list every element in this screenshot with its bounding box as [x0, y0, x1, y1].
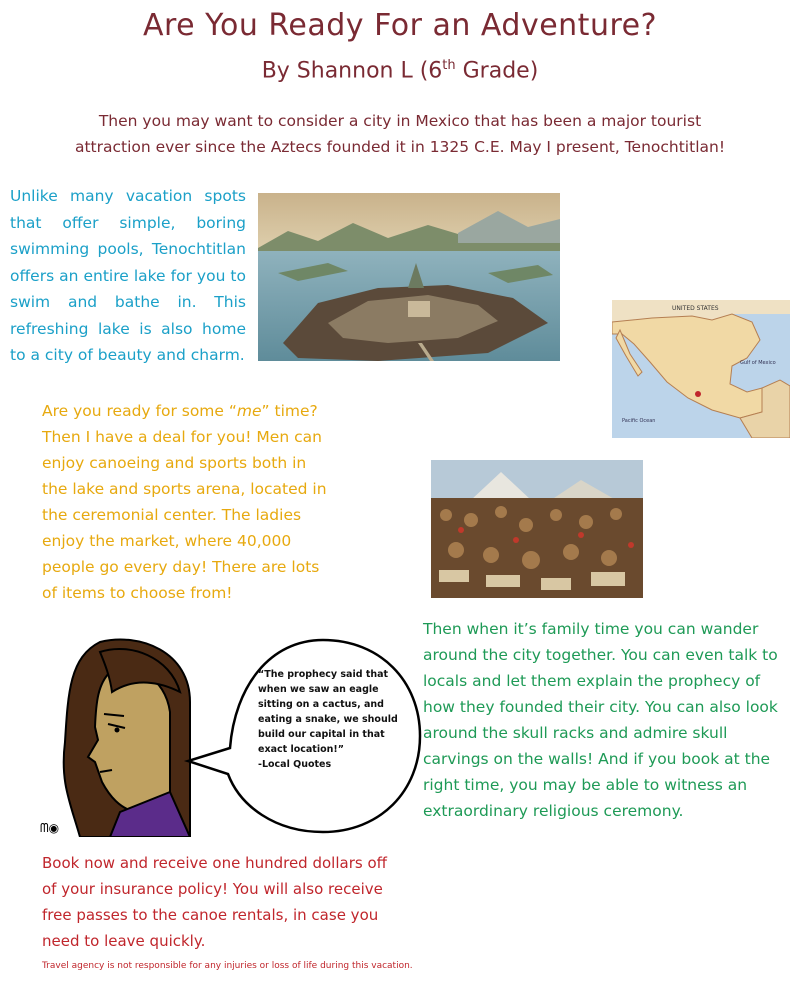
byline-suffix: Grade)	[455, 58, 539, 84]
intro-paragraph: Then you may want to consider a city in Mexico that has been a major tourist attraction ever since the Aztecs founded it in 1325 C.E. May I present, Tenochtitlan!	[74, 112, 726, 156]
byline-superscript: th	[442, 58, 456, 73]
mexico-map-image	[612, 300, 790, 438]
disclaimer: Travel agency is not responsible for any injuries or loss of life during this vacation.	[42, 961, 413, 971]
market-image	[431, 460, 643, 598]
metime-after: ” time? Then I have a deal for you! Men can enjoy canoeing and sports both in the lake and sports arena, located in the ceremonial center. The ladies enjoy the market, where 40,000 people go every day! There are lots of items to choose from!	[42, 402, 327, 602]
girl-illustration-art	[40, 632, 200, 837]
page-title: Are You Ready For an Adventure?	[142, 8, 658, 43]
quote-text: “The prophecy said that when we saw an eagle sitting on a cactus, and eating a snake, we should build our capital in that exact location!”	[258, 669, 398, 755]
quote-attribution: -Local Quotes	[258, 759, 332, 770]
metime-before: Are you ready for some “	[42, 402, 237, 420]
aerial-image-art	[258, 193, 560, 361]
book-paragraph: Book now and receive one hundred dollars off of your insurance policy! You will also receive free passes to the canoe rentals, in case you need to leave quickly.	[42, 854, 387, 950]
map-label-country: UNITED STATES	[672, 305, 719, 312]
girl-illustration	[40, 632, 200, 837]
metime-paragraph	[42, 398, 332, 606]
map-label-ocean: Pacific Ocean	[622, 418, 656, 424]
svg-text:ᗰ◉: ᗰ◉	[40, 821, 60, 835]
tenochtitlan-aerial-image	[258, 193, 560, 361]
byline-prefix: By Shannon L (6	[261, 58, 443, 84]
market-image-art	[431, 460, 643, 598]
metime-emphasis: me	[236, 402, 262, 420]
map-label-gulf: Gulf of Mexico	[740, 360, 776, 366]
lake-paragraph: Unlike many vacation spots that offer simple, boring swimming pools, Tenochtitlan offers an entire lake for you to swim and bathe in. This refreshing lake is also home to a city of beauty and charm.	[10, 187, 246, 364]
map-art	[612, 300, 790, 438]
family-paragraph: Then when it’s family time you can wander around the city together. You can even talk to locals and let them explain the prophecy of how they founded their city. You can also look around the skull racks and admire skull carvings on the walls! And if you book at the right time, you may be able to witness an extraordinary religious ceremony.	[423, 620, 778, 820]
byline	[0, 58, 800, 83]
speech-bubble-text	[258, 667, 406, 772]
